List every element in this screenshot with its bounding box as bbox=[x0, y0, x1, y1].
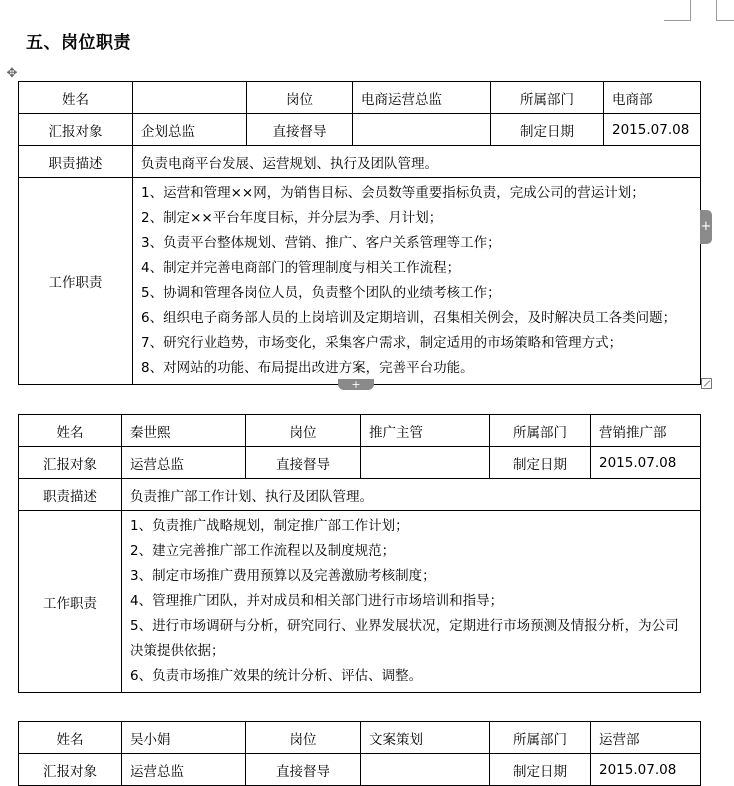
date-value[interactable]: 2015.07.08 bbox=[604, 114, 701, 146]
supervisor-label: 直接督导 bbox=[247, 114, 353, 146]
position-label: 岗位 bbox=[247, 82, 353, 114]
duty-item: 6、组织电子商务部人员的上岗培训及定期培训，召集相关例会，及时解决员工各类问题； bbox=[141, 310, 677, 326]
duty-item: 2、制定××平台年度目标，并分层为季、月计划； bbox=[141, 210, 443, 226]
summary-value[interactable]: 负责推广部工作计划、执行及团队管理。 bbox=[122, 479, 701, 511]
section-title: 五、岗位职责 bbox=[26, 33, 131, 53]
table-row bbox=[19, 479, 701, 511]
name-label: 姓名 bbox=[19, 415, 122, 447]
supervisor-value[interactable] bbox=[361, 754, 490, 786]
supervisor-value[interactable] bbox=[361, 447, 490, 479]
add-column-button[interactable] bbox=[700, 210, 712, 244]
job-table-2 bbox=[18, 414, 701, 693]
dept-label: 所属部门 bbox=[490, 415, 591, 447]
duty-item: 5、进行市场调研与分析，研究同行、业界发展状况，定期进行市场预测及情报分析，为公司决策提供依据； bbox=[130, 618, 679, 659]
duty-item: 3、负责平台整体规划、营销、推广、客户关系管理等工作； bbox=[141, 235, 501, 251]
duty-item: 1、运营和管理××网，为销售目标、会员数等重要指标负责，完成公司的营运计划； bbox=[141, 185, 645, 201]
page-corner-mark-left bbox=[664, 0, 691, 21]
duties-label: 工作职责 bbox=[19, 511, 122, 693]
job-table-1 bbox=[18, 81, 701, 385]
name-value[interactable]: 吴小娟 bbox=[122, 722, 246, 754]
date-value[interactable]: 2015.07.08 bbox=[591, 447, 701, 479]
date-label: 制定日期 bbox=[490, 447, 591, 479]
summary-label: 职责描述 bbox=[19, 479, 122, 511]
summary-label: 职责描述 bbox=[19, 146, 133, 178]
name-label: 姓名 bbox=[19, 722, 122, 754]
table-row bbox=[19, 415, 701, 447]
table-row bbox=[19, 178, 701, 385]
dept-value[interactable]: 运营部 bbox=[591, 722, 701, 754]
duty-item: 4、管理推广团队，并对成员和相关部门进行市场培训和指导； bbox=[130, 593, 504, 609]
dept-value[interactable]: 营销推广部 bbox=[591, 415, 701, 447]
date-label: 制定日期 bbox=[490, 754, 591, 786]
report-to-label: 汇报对象 bbox=[19, 754, 122, 786]
supervisor-label: 直接督导 bbox=[246, 754, 361, 786]
position-label: 岗位 bbox=[246, 415, 361, 447]
duty-item: 6、负责市场推广效果的统计分析、评估、调整。 bbox=[130, 668, 423, 684]
table-row bbox=[19, 722, 701, 754]
plus-icon: + bbox=[700, 219, 712, 234]
duty-item: 5、协调和管理各岗位人员，负责整个团队的业绩考核工作； bbox=[141, 285, 501, 301]
dept-label: 所属部门 bbox=[490, 722, 591, 754]
plus-icon: + bbox=[351, 378, 361, 391]
dept-label: 所属部门 bbox=[491, 82, 604, 114]
duty-item: 7、研究行业趋势，市场变化，采集客户需求，制定适用的市场策略和管理方式； bbox=[141, 335, 623, 351]
position-label: 岗位 bbox=[246, 722, 361, 754]
date-value[interactable]: 2015.07.08 bbox=[591, 754, 701, 786]
add-row-button[interactable] bbox=[338, 379, 374, 390]
dept-value[interactable]: 电商部 bbox=[604, 82, 701, 114]
name-value[interactable] bbox=[133, 82, 247, 114]
table-row bbox=[19, 754, 701, 786]
report-to-label: 汇报对象 bbox=[19, 447, 122, 479]
position-value[interactable]: 文案策划 bbox=[361, 722, 490, 754]
name-value[interactable]: 秦世熙 bbox=[122, 415, 246, 447]
report-to-value[interactable]: 运营总监 bbox=[122, 447, 246, 479]
report-to-value[interactable]: 运营总监 bbox=[122, 754, 246, 786]
duties-label: 工作职责 bbox=[19, 178, 133, 385]
duties-list[interactable] bbox=[122, 511, 701, 693]
duties-list[interactable] bbox=[133, 178, 701, 385]
duty-item: 2、建立完善推广部工作流程以及制度规范； bbox=[130, 543, 396, 559]
report-to-label: 汇报对象 bbox=[19, 114, 133, 146]
duty-item: 4、制定并完善电商部门的管理制度与相关工作流程； bbox=[141, 260, 461, 276]
position-value[interactable]: 推广主管 bbox=[361, 415, 490, 447]
job-table-3 bbox=[18, 721, 701, 786]
name-label: 姓名 bbox=[19, 82, 133, 114]
move-handle-icon[interactable]: ✥ bbox=[6, 66, 18, 81]
duty-item: 8、对网站的功能、布局提出改进方案，完善平台功能。 bbox=[141, 360, 474, 376]
table-row bbox=[19, 82, 701, 114]
page-corner-mark-right bbox=[716, 0, 734, 21]
summary-value[interactable]: 负责电商平台发展、运营规划、执行及团队管理。 bbox=[133, 146, 701, 178]
position-value[interactable]: 电商运营总监 bbox=[353, 82, 491, 114]
table-row bbox=[19, 146, 701, 178]
duty-item: 3、制定市场推广费用预算以及完善激励考核制度； bbox=[130, 568, 436, 584]
resize-icon[interactable] bbox=[701, 378, 712, 389]
supervisor-label: 直接督导 bbox=[246, 447, 361, 479]
table-row bbox=[19, 447, 701, 479]
table-row bbox=[19, 114, 701, 146]
supervisor-value[interactable] bbox=[353, 114, 491, 146]
table-row bbox=[19, 511, 701, 693]
report-to-value[interactable]: 企划总监 bbox=[133, 114, 247, 146]
duty-item: 1、负责推广战略规划，制定推广部工作计划； bbox=[130, 518, 409, 534]
date-label: 制定日期 bbox=[491, 114, 604, 146]
